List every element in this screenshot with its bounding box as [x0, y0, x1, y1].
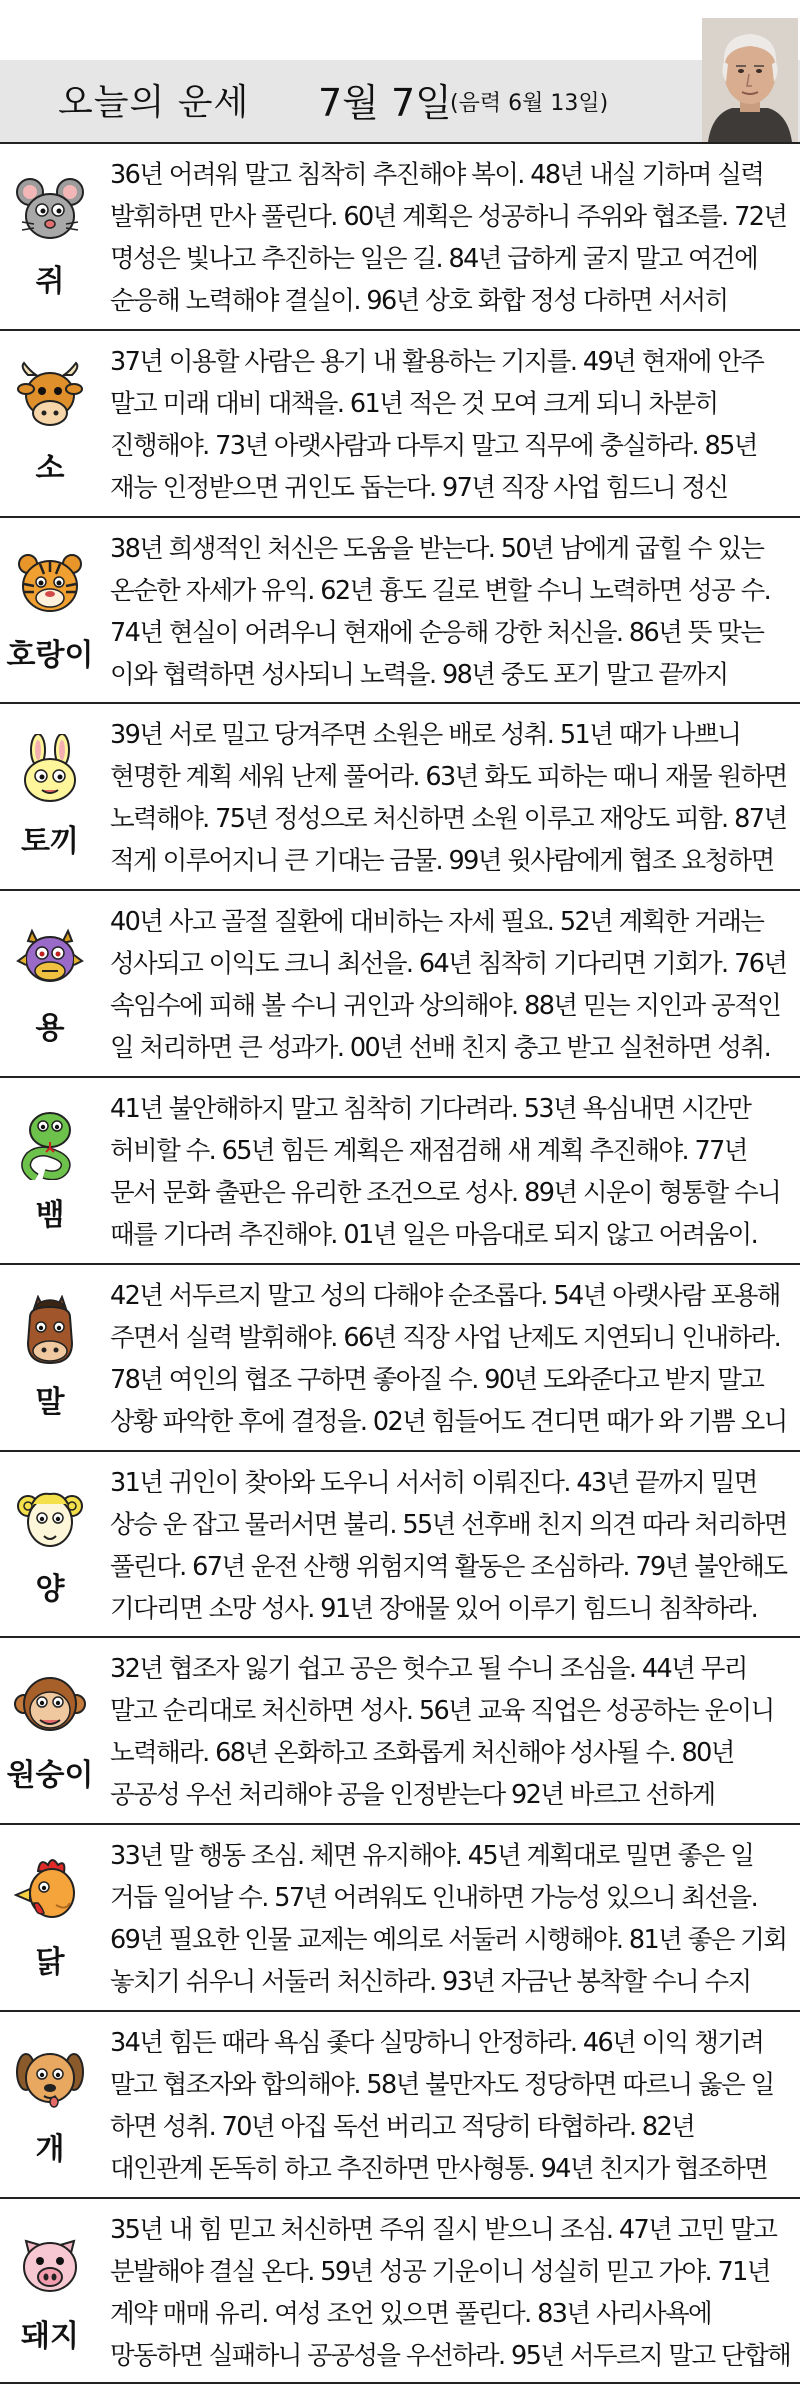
animal-cell [0, 144, 100, 329]
fortune-text: 42년 서두르지 말고 성의 다해야 순조롭다. 54년 아랫사람 포용해 주면서 실력 발휘해야. 66년 직장 사업 난제도 지연되니 인내하라. 78년 여인의 협조 구하면 좋아질 수. 90년 도와준다고 받지 말고 상황 파악한 후에 결정을. 02년 힘들어도 견디면 때가 와 기쁨 오니 [110, 1280, 787, 1437]
fortune-text: 37년 이용할 사람은 용기 내 활용하는 기지를. 49년 현재에 안주 말고 미래 대비 대책을. 61년 적은 것 모여 크게 되니 차분히 진행해야. 73년 아랫사람과 다투지 말고 직무에 충실하라. 85년 재능 인정받으면 귀인도 돕는다. 97년 직장 사업 힘드니 정신 [110, 346, 764, 503]
rabbit-icon [14, 734, 86, 806]
animal-cell [0, 1638, 100, 1823]
animal-name: 돼지 [21, 2318, 79, 2354]
horse-icon [14, 1295, 86, 1367]
author-portrait [702, 18, 798, 142]
date-label: 7월 7일 [318, 81, 452, 125]
fortune-row-tiger [0, 516, 800, 703]
fortune-row-monkey [0, 1636, 800, 1823]
fortune-text: 36년 어려워 말고 침착히 추진해야 복이. 48년 내실 기하며 실력 발휘하면 만사 풀린다. 60년 계획은 성공하니 주위와 협조를. 72년 명성은 빛나고 추진하는 일은 길. 84년 급하게 굴지 말고 여건에 순응해 노력해야 결실이. 96년 상호 화합 정성 다하면 서서히 [110, 160, 787, 316]
fortune-text: 38년 희생적인 처신은 도움을 받는다. 50년 남에게 굽힐 수 있는 온순한 자세가 유익. 62년 흉도 길로 변할 수니 노력하면 성공 수. 74년 현실이 어려우니 현재에 순응해 강한 처신을. 86년 뜻 맞는 이와 협력하면 성사되니 노력을. 98년 중도 포기 말고 끝까지 [110, 533, 771, 690]
fortune-row-rat [0, 142, 800, 329]
fortune-row-horse [0, 1263, 800, 1450]
fortune-text: 39년 서로 밀고 당겨주면 소원은 배로 성취. 51년 때가 나쁘니 현명한 계획 세워 난제 풀어라. 63년 화도 피하는 때니 재물 원하면 노력해야. 75년 정성으로 처신하면 소원 이루고 재앙도 피함. 87년 적게 이루어지니 큰 기대는 금물. 99년 윗사람에게 협조 요청하면 [110, 720, 787, 877]
fortune-row-ox [0, 329, 800, 516]
animal-name: 용 [35, 1011, 65, 1047]
fortune-text: 32년 협조자 잃기 쉽고 공은 헛수고 될 수니 조심을. 44년 무리 말고 순리대로 처신하면 성사. 56년 교육 직업은 성공하는 운이니 노력해라. 68년 온화하고 조화롭게 처신해야 성사될 수. 80년 공공성 우선 처리해야 공을 인정받는다 92년 바르고 선하게 [110, 1654, 774, 1811]
fortune-text: 40년 사고 골절 질환에 대비하는 자세 필요. 52년 계획한 거래는 성사되고 이익도 크니 최선을. 64년 침착히 기다리면 기회가. 76년 속임수에 피해 볼 수니 귀인과 상의해야. 88년 믿는 지인과 공적인 일 처리하면 큰 성과가. 00년 선배 친지 충고 받고 실천하면 성취. [110, 907, 787, 1064]
fortune-text: 35년 내 힘 믿고 처신하면 주위 질시 받으니 조심. 47년 고민 말고 분발해야 결실 온다. 59년 성공 기운이니 성실히 믿고 가야. 71년 계약 매매 유리. 여성 조언 있으면 풀린다. 83년 사리사욕에 망동하면 실패하니 공공성을 우선하라. 95년 서두르지 말고 단합해 [110, 2214, 791, 2371]
animal-name: 닭 [35, 1945, 65, 1981]
animal-name: 개 [35, 2131, 65, 2167]
fortune-text: 31년 귀인이 찾아와 도우니 서서히 이뤄진다. 43년 끝까지 밀면 상승 운 잡고 물러서면 불리. 55년 선후배 친지 의견 따라 처리하면 풀린다. 67년 운전 산행 위험지역 활동은 조심하라. 79년 불안해도 기다리면 소망 성사. 91년 장애물 있어 이루기 힘드니 침착하라. [110, 1467, 787, 1624]
sheep-icon [14, 1482, 86, 1554]
fortune-text: 33년 말 행동 조심. 체면 유지해야. 45년 계획대로 밀면 좋은 일 거듭 일어날 수. 57년 어려워도 인내하면 가능성 있으니 최선을. 69년 필요한 인물 교제는 예의로 서둘러 시행해야. 81년 좋은 기회 놓치기 쉬우니 서둘러 처신하라. 93년 자금난 봉착할 수니 수지 [110, 1841, 787, 1998]
animal-cell [0, 1825, 100, 2010]
animal-name: 토끼 [21, 824, 79, 860]
fortune-text: 41년 불안해하지 말고 침착히 기다려라. 53년 욕심내면 시간만 허비할 수. 65년 힘든 계획은 재점검해 새 계획 추진해야. 77년 문서 문화 출판은 유리한 조건으로 성사. 89년 시운이 형통할 수니 때를 기다려 추진해야. 01년 일은 마음대로 되지 않고 어려움이. [110, 1093, 781, 1250]
animal-cell [0, 891, 100, 1076]
ox-icon [14, 361, 86, 433]
animal-name: 호랑이 [6, 637, 94, 673]
fortune-row-dog [0, 2010, 800, 2197]
animal-cell [0, 2199, 100, 2382]
fortune-row-rooster [0, 1823, 800, 2010]
dog-icon [14, 2042, 86, 2114]
animal-name: 쥐 [35, 264, 65, 299]
animal-cell [0, 331, 100, 516]
rooster-icon [14, 1855, 86, 1927]
rat-icon [14, 174, 86, 246]
animal-name: 소 [35, 450, 65, 486]
fortune-text: 34년 힘든 때라 욕심 좇다 실망하니 안정하라. 46년 이익 챙기려 말고 협조자와 합의해야. 58년 불만자도 정당하면 따르니 옳은 일 하면 성취. 70년 아집 독선 버리고 적당히 타협하라. 82년 대인관계 돈독히 하고 추진하면 만사형통. 94년 친지가 협조하면 [110, 2027, 774, 2184]
fortune-row-pig [0, 2197, 800, 2384]
animal-cell [0, 1452, 100, 1637]
pig-icon [14, 2229, 86, 2301]
animal-cell [0, 1265, 100, 1450]
tiger-icon [14, 548, 86, 620]
animal-cell [0, 518, 100, 703]
animal-cell [0, 2012, 100, 2197]
animal-name: 뱀 [35, 1197, 65, 1233]
page-title: 오늘의 운세 [58, 82, 250, 123]
lunar-date-label: (음력 6월 13일) [450, 91, 609, 116]
fortune-row-snake [0, 1076, 800, 1263]
monkey-icon [14, 1668, 86, 1740]
animal-cell [0, 704, 100, 889]
dragon-icon [14, 921, 86, 993]
fortune-row-rabbit [0, 702, 800, 889]
animal-name: 말 [35, 1384, 65, 1420]
animal-name: 양 [35, 1571, 65, 1607]
animal-cell [0, 1078, 100, 1263]
animal-name: 원숭이 [6, 1758, 94, 1794]
snake-icon [14, 1108, 86, 1180]
fortune-list [0, 142, 800, 2384]
header [0, 0, 800, 142]
fortune-row-sheep [0, 1450, 800, 1637]
fortune-row-dragon [0, 889, 800, 1076]
